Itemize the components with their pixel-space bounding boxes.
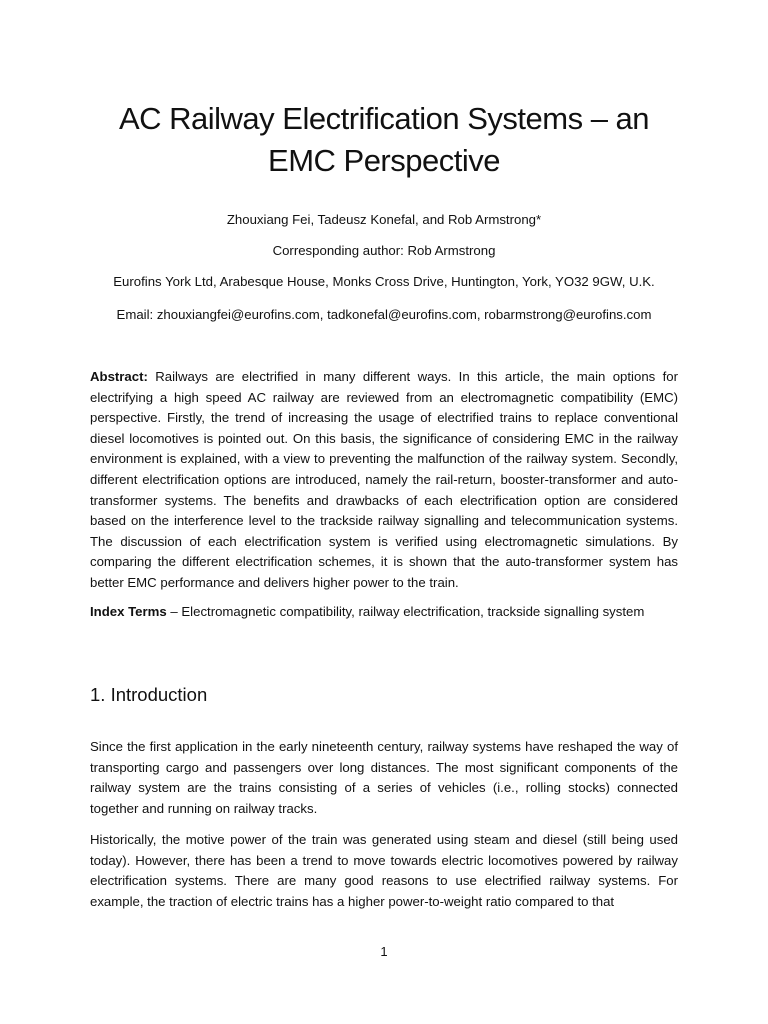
author-list: Zhouxiang Fei, Tadeusz Konefal, and Rob Armstrong* xyxy=(226,212,542,227)
paper-title-line-1: AC Railway Electrification Systems – an xyxy=(118,101,650,136)
page-number: 1 xyxy=(380,944,388,959)
abstract-text: Railways are electrified in many different ways. In this article, the main options for electrifying a high speed AC railway are reviewed from an electromagnetic compatibility (EMC) perspective. Firstly, the trend of increasing the usage of electrified trains to replace conventional diesel locomotives is pointed out. On this basis, the significance of considering EMC in the railway environment is explained, with a view to preventing the malfunction of the railway system. Secondly, different electrification options are introduced, namely the rail-return, booster-transformer and auto-transformer systems. The benefits and drawbacks of each electrification option are considered based on the interference level to the trackside railway signalling and telecommunication systems. The discussion of each electrification system is verified using electromagnetic simulations. By comparing the different electrification schemes, it is shown that the auto-transformer system has better EMC performance and delivers higher power to the train. xyxy=(90,369,678,590)
intro-paragraph-1: Since the first application in the early nineteenth century, railway systems have reshaped the way of transporting cargo and passengers over long distances. The most significant components of the railway system are the trains consisting of a series of vehicles (i.e., rolling stocks) connected together and running on railway tracks. xyxy=(90,739,678,816)
index-terms-paragraph xyxy=(90,602,678,623)
corresponding-author: Corresponding author: Rob Armstrong xyxy=(272,243,496,258)
email-line: Email: zhouxiangfei@eurofins.com, tadkonefal@eurofins.com, robarmstrong@eurofins.com xyxy=(116,307,652,322)
intro-paragraph-2: Historically, the motive power of the train was generated using steam and diesel (still being used today). However, there has been a trend to move towards electric locomotives powered by railway electrification systems. There are many good reasons to use electrified railway systems. For example, the traction of electric trains has a higher power-to-weight ratio compared to that xyxy=(90,832,678,909)
index-terms-label: Index Terms xyxy=(90,604,167,619)
index-terms-text: – Electromagnetic compatibility, railway electrification, trackside signalling system xyxy=(166,604,645,619)
affiliation: Eurofins York Ltd, Arabesque House, Monks Cross Drive, Huntington, York, YO32 9GW, U.K. xyxy=(113,274,655,289)
abstract-label: Abstract: xyxy=(90,369,148,384)
paper-title-line-2: EMC Perspective xyxy=(268,143,500,178)
section-heading-introduction: 1. Introduction xyxy=(90,684,208,705)
abstract-paragraph xyxy=(90,367,678,594)
